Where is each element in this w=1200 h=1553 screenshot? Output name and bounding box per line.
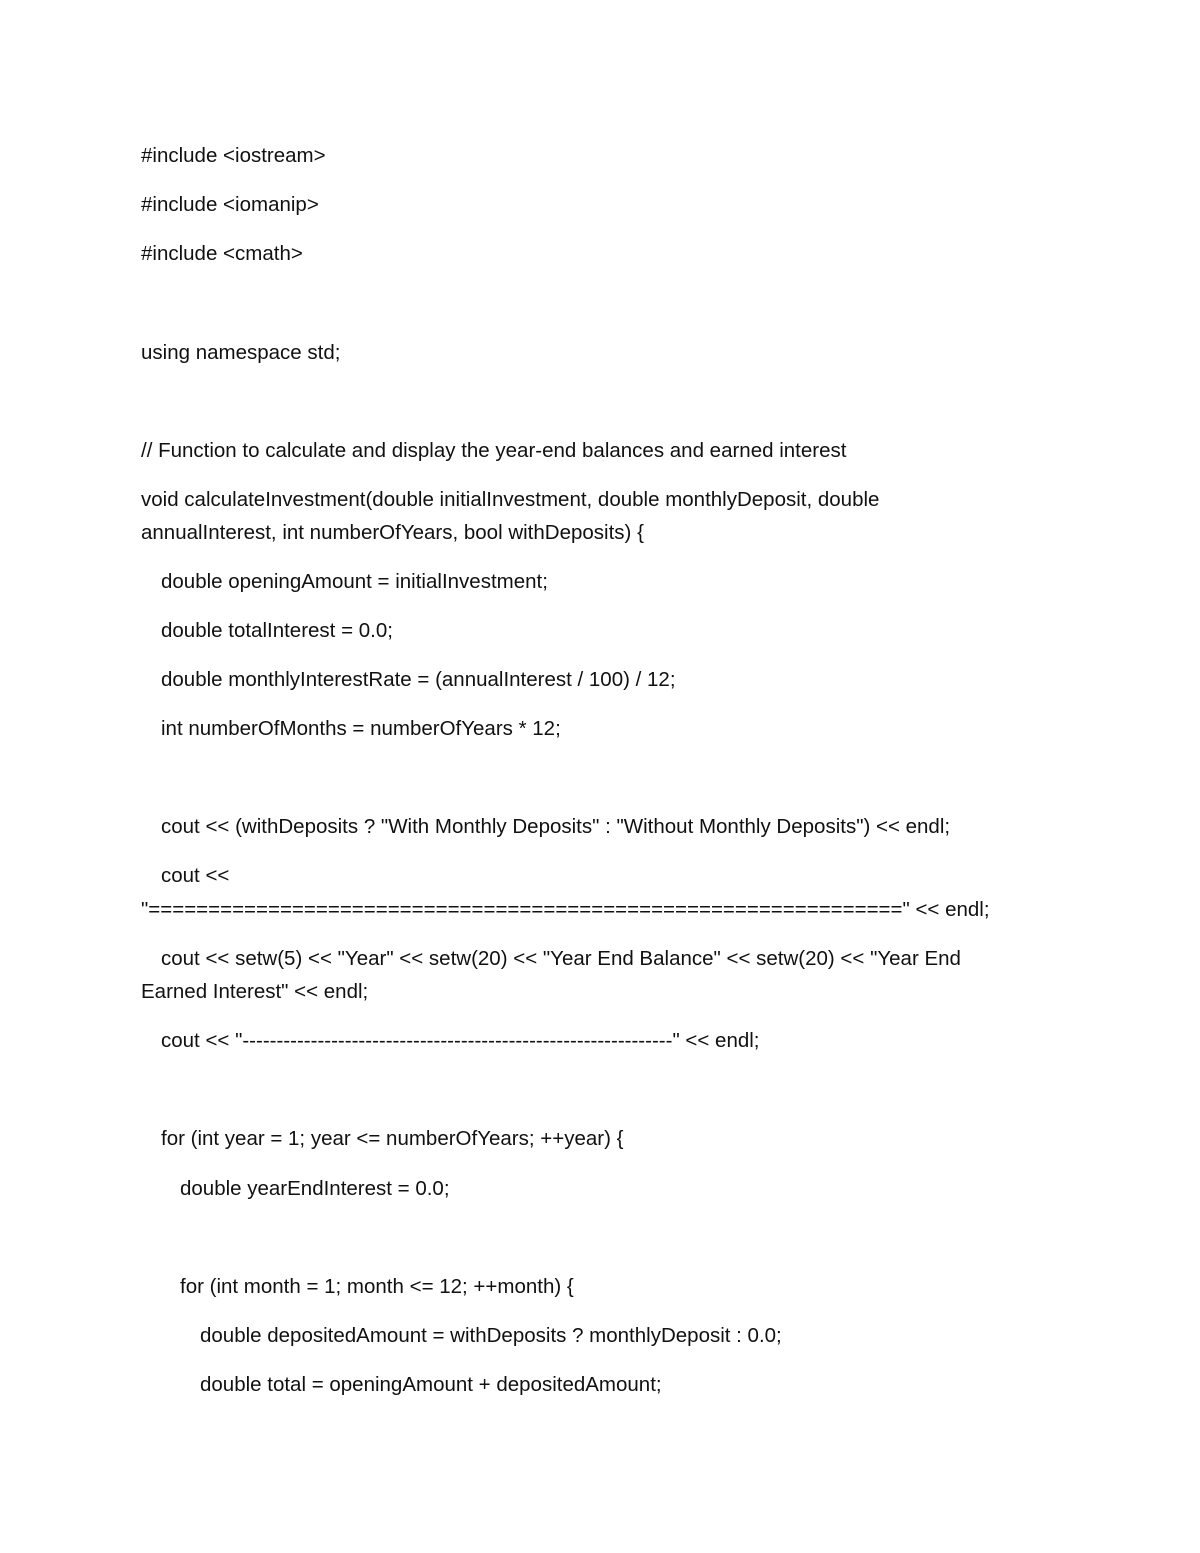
- code-line-number-of-months: int numberOfMonths = numberOfYears * 12;: [161, 717, 561, 740]
- code-line-function-signature-continued: annualInterest, int numberOfYears, bool withDeposits) {: [141, 521, 644, 544]
- code-line-cout-equals-rule: "===============================================================" << endl;: [141, 898, 990, 921]
- code-line-year-end-interest: double yearEndInterest = 0.0;: [180, 1177, 450, 1200]
- code-line-cout-table-header: cout << setw(5) << "Year" << setw(20) << "Year End Balance" << setw(20) << "Year End: [161, 947, 961, 970]
- code-line-deposited-amount: double depositedAmount = withDeposits ? monthlyDeposit : 0.0;: [200, 1324, 782, 1347]
- code-line-opening-amount: double openingAmount = initialInvestment;: [161, 570, 548, 593]
- code-line-include-cmath: #include <cmath>: [141, 242, 303, 265]
- code-line-using-namespace: using namespace std;: [141, 341, 341, 364]
- code-line-cout-heading: cout << (withDeposits ? "With Monthly Deposits" : "Without Monthly Deposits") << endl;: [161, 815, 951, 838]
- code-line-cout-dash-rule: cout << "---------------------------------------------------------------" << endl;: [161, 1029, 760, 1052]
- code-line-total-interest: double totalInterest = 0.0;: [161, 619, 393, 642]
- code-line-cout-table-header-continued: Earned Interest" << endl;: [141, 980, 369, 1003]
- code-line-function-comment: // Function to calculate and display the year-end balances and earned interest: [141, 439, 847, 462]
- code-line-month-loop: for (int month = 1; month <= 12; ++month) {: [180, 1275, 574, 1298]
- code-line-function-signature: void calculateInvestment(double initialInvestment, double monthlyDeposit, double: [141, 488, 880, 511]
- code-line-include-iostream: #include <iostream>: [141, 144, 326, 167]
- code-line-year-loop: for (int year = 1; year <= numberOfYears; ++year) {: [161, 1127, 624, 1150]
- code-line-total: double total = openingAmount + depositedAmount;: [200, 1373, 662, 1396]
- code-line-monthly-interest-rate: double monthlyInterestRate = (annualInterest / 100) / 12;: [161, 668, 676, 691]
- code-line-include-iomanip: #include <iomanip>: [141, 193, 319, 216]
- code-line-cout-equals-start: cout <<: [161, 864, 230, 887]
